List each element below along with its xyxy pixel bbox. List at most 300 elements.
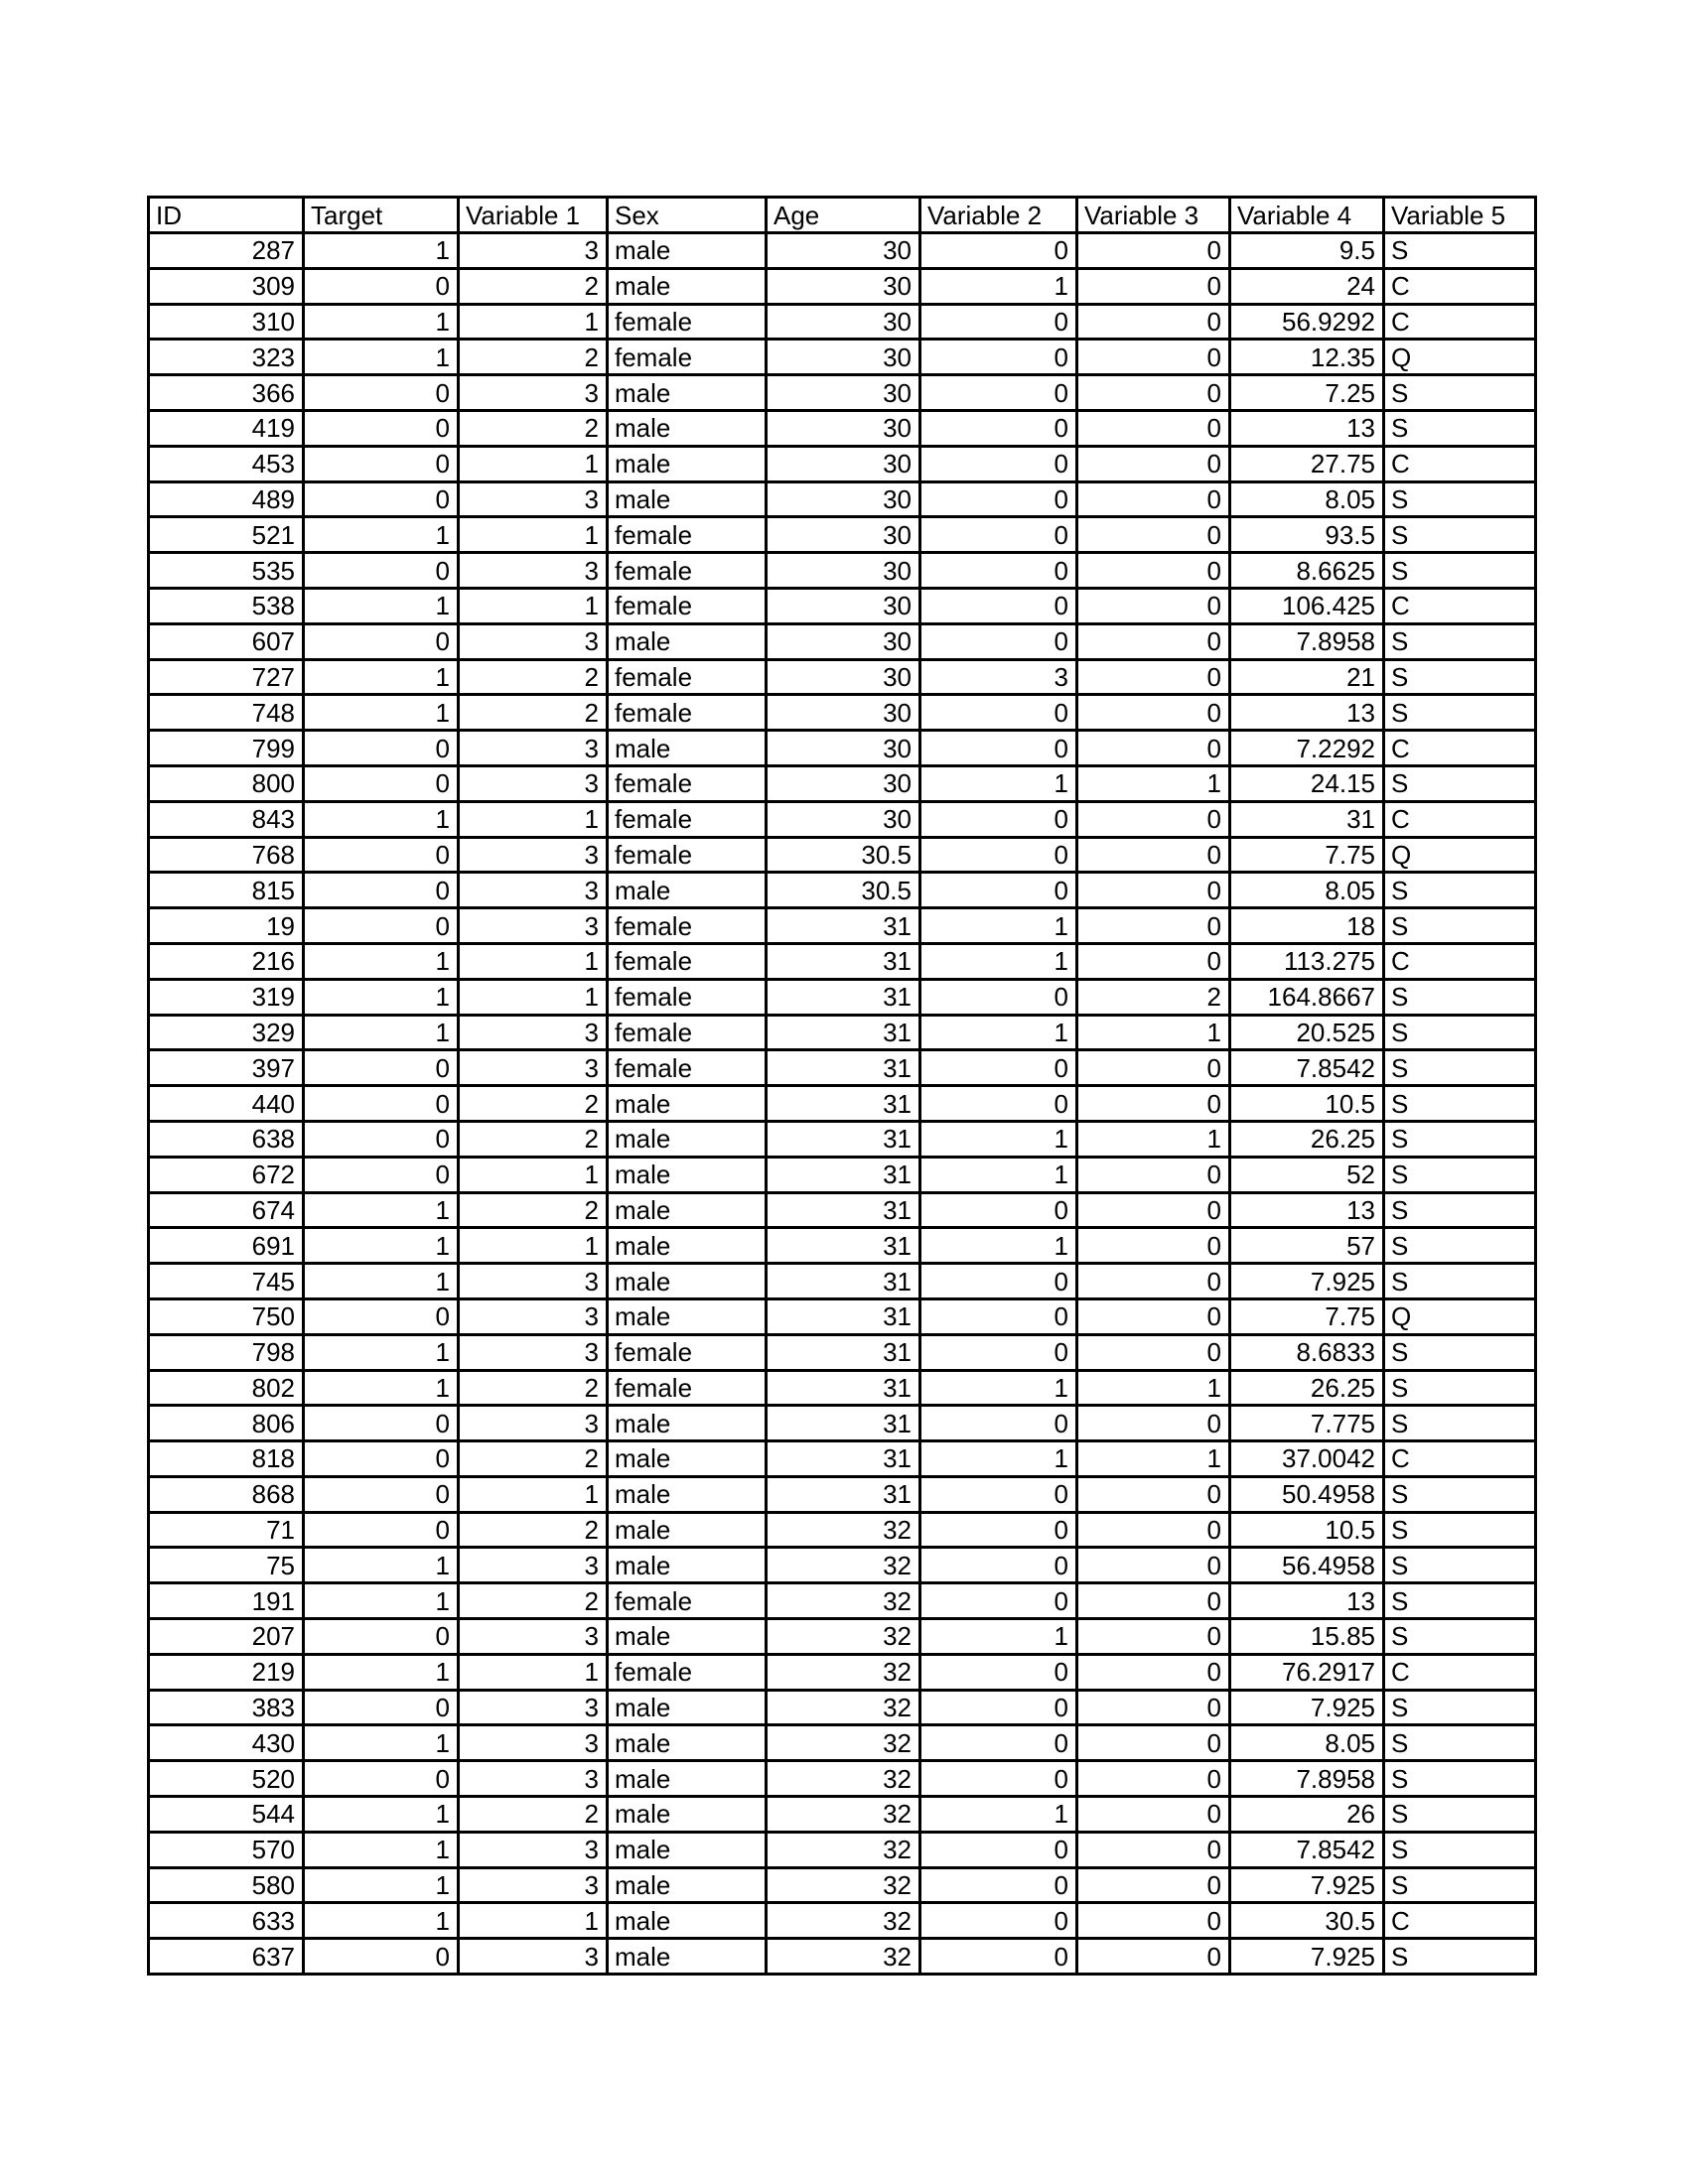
table-cell: 0 — [1077, 1050, 1230, 1086]
table-cell: C — [1384, 1654, 1536, 1690]
table-cell: 1 — [304, 304, 459, 340]
table-cell: 1 — [459, 1654, 608, 1690]
table-cell: 768 — [149, 837, 304, 873]
table-cell: 32 — [767, 1903, 920, 1939]
table-cell: 1 — [304, 1832, 459, 1867]
table-cell: S — [1384, 695, 1536, 731]
table-cell: 0 — [304, 623, 459, 659]
table-cell: 2 — [459, 1370, 608, 1406]
table-cell: 366 — [149, 375, 304, 411]
table-cell: 0 — [1077, 1264, 1230, 1299]
table-row — [149, 1548, 1536, 1583]
table-cell: 3 — [459, 1939, 608, 1975]
table-cell: 0 — [304, 765, 459, 801]
table-cell: 207 — [149, 1619, 304, 1655]
table-cell: 1 — [459, 979, 608, 1015]
table-cell: 0 — [920, 553, 1077, 589]
table-cell: 93.5 — [1230, 517, 1384, 553]
table-cell: 56.9292 — [1230, 304, 1384, 340]
table-cell: 106.425 — [1230, 588, 1384, 623]
table-cell: 798 — [149, 1334, 304, 1370]
table-cell: 12.35 — [1230, 340, 1384, 375]
table-cell: 31 — [767, 1015, 920, 1050]
table-cell: 50.4958 — [1230, 1476, 1384, 1512]
table-cell: male — [608, 1690, 767, 1725]
table-cell: 520 — [149, 1761, 304, 1797]
table-cell: 76.2917 — [1230, 1654, 1384, 1690]
table-cell: 0 — [920, 1264, 1077, 1299]
table-cell: 2 — [459, 1797, 608, 1833]
table-cell: male — [608, 1228, 767, 1264]
table-cell: 30 — [767, 517, 920, 553]
column-header-variable-1: Variable 1 — [459, 198, 608, 233]
table-cell: 31 — [767, 1228, 920, 1264]
table-cell: 32 — [767, 1725, 920, 1761]
table-cell: S — [1384, 1334, 1536, 1370]
table-cell: female — [608, 979, 767, 1015]
table-row — [149, 1797, 1536, 1833]
table-cell: 0 — [1077, 1086, 1230, 1122]
table-cell: 3 — [459, 1725, 608, 1761]
table-cell: male — [608, 623, 767, 659]
table-cell: 7.75 — [1230, 1298, 1384, 1334]
table-cell: 3 — [459, 623, 608, 659]
table-cell: 319 — [149, 979, 304, 1015]
table-cell: 0 — [1077, 481, 1230, 517]
table-cell: 806 — [149, 1406, 304, 1441]
table-cell: S — [1384, 1832, 1536, 1867]
table-row — [149, 731, 1536, 766]
table-cell: 31 — [767, 908, 920, 944]
column-header-sex: Sex — [608, 198, 767, 233]
table-cell: S — [1384, 481, 1536, 517]
table-cell: 0 — [304, 1619, 459, 1655]
table-cell: 0 — [304, 1298, 459, 1334]
table-cell: Q — [1384, 837, 1536, 873]
table-cell: 2 — [459, 1441, 608, 1477]
table-cell: 3 — [459, 908, 608, 944]
table-cell: 31 — [767, 943, 920, 979]
table-cell: 3 — [459, 1867, 608, 1903]
table-cell: 674 — [149, 1192, 304, 1228]
table-cell: 24.15 — [1230, 765, 1384, 801]
table-cell: 0 — [920, 1298, 1077, 1334]
table-cell: 10.5 — [1230, 1512, 1384, 1548]
table-cell: 32 — [767, 1583, 920, 1619]
table-cell: S — [1384, 1797, 1536, 1833]
table-cell: 13 — [1230, 1192, 1384, 1228]
table-cell: 2 — [1077, 979, 1230, 1015]
table-cell: 0 — [920, 873, 1077, 908]
table-cell: 3 — [459, 1690, 608, 1725]
table-cell: 71 — [149, 1512, 304, 1548]
table-cell: S — [1384, 410, 1536, 446]
table-cell: 1 — [920, 1619, 1077, 1655]
table-cell: 1 — [304, 517, 459, 553]
table-cell: male — [608, 1619, 767, 1655]
table-cell: 1 — [920, 1441, 1077, 1477]
table-cell: female — [608, 588, 767, 623]
table-cell: S — [1384, 765, 1536, 801]
table-cell: S — [1384, 1157, 1536, 1192]
table-row — [149, 1939, 1536, 1975]
table-cell: 30 — [767, 659, 920, 695]
table-cell: 0 — [304, 1690, 459, 1725]
table-row — [149, 1121, 1536, 1157]
table-cell: S — [1384, 979, 1536, 1015]
table-cell: 31 — [767, 1476, 920, 1512]
table-cell: 3 — [459, 1761, 608, 1797]
table-cell: 750 — [149, 1298, 304, 1334]
table-cell: 8.05 — [1230, 1725, 1384, 1761]
table-row — [149, 908, 1536, 944]
table-cell: 727 — [149, 659, 304, 695]
table-cell: female — [608, 517, 767, 553]
table-cell: 1 — [1077, 1441, 1230, 1477]
table-cell: 2 — [459, 1512, 608, 1548]
table-row — [149, 517, 1536, 553]
table-cell: 3 — [459, 873, 608, 908]
table-cell: 20.525 — [1230, 1015, 1384, 1050]
table-cell: 1 — [920, 1370, 1077, 1406]
table-cell: 2 — [459, 1192, 608, 1228]
table-cell: 10.5 — [1230, 1086, 1384, 1122]
table-cell: 32 — [767, 1690, 920, 1725]
table-cell: 0 — [920, 446, 1077, 481]
table-cell: 7.925 — [1230, 1939, 1384, 1975]
table-cell: 30 — [767, 623, 920, 659]
table-cell: male — [608, 1192, 767, 1228]
table-cell: 0 — [304, 268, 459, 304]
table-cell: 0 — [920, 1939, 1077, 1975]
header-row — [149, 198, 1536, 233]
table-cell: male — [608, 1867, 767, 1903]
table-cell: 30.5 — [767, 837, 920, 873]
table-cell: 13 — [1230, 1583, 1384, 1619]
table-cell: male — [608, 1157, 767, 1192]
table-cell: 31 — [767, 1441, 920, 1477]
table-row — [149, 1832, 1536, 1867]
table-cell: 0 — [1077, 731, 1230, 766]
table-cell: 0 — [1077, 1832, 1230, 1867]
table-cell: male — [608, 1548, 767, 1583]
table-row — [149, 1334, 1536, 1370]
table-cell: male — [608, 481, 767, 517]
table-cell: 7.925 — [1230, 1867, 1384, 1903]
table-cell: S — [1384, 375, 1536, 411]
table-cell: 1 — [304, 1867, 459, 1903]
table-cell: 440 — [149, 1086, 304, 1122]
table-cell: 191 — [149, 1583, 304, 1619]
table-cell: 2 — [459, 1583, 608, 1619]
table-cell: S — [1384, 1406, 1536, 1441]
table-cell: S — [1384, 1725, 1536, 1761]
table-cell: 52 — [1230, 1157, 1384, 1192]
table-cell: 30 — [767, 765, 920, 801]
table-cell: C — [1384, 268, 1536, 304]
table-cell: 0 — [920, 1476, 1077, 1512]
table-cell: 32 — [767, 1797, 920, 1833]
table-row — [149, 1015, 1536, 1050]
table-cell: 0 — [1077, 588, 1230, 623]
table-row — [149, 623, 1536, 659]
table-cell: 0 — [304, 481, 459, 517]
table-cell: 1 — [459, 1903, 608, 1939]
table-cell: C — [1384, 731, 1536, 766]
table-cell: 0 — [920, 1512, 1077, 1548]
table-cell: 0 — [1077, 1903, 1230, 1939]
table-cell: 0 — [920, 1548, 1077, 1583]
table-row — [149, 1406, 1536, 1441]
table-row — [149, 410, 1536, 446]
table-cell: 26 — [1230, 1797, 1384, 1833]
table-cell: 1 — [304, 1797, 459, 1833]
table-cell: 7.925 — [1230, 1690, 1384, 1725]
table-cell: 1 — [459, 1228, 608, 1264]
table-row — [149, 233, 1536, 269]
table-cell: 0 — [920, 410, 1077, 446]
table-cell: 31 — [767, 1264, 920, 1299]
table-cell: 1 — [304, 1228, 459, 1264]
table-cell: 30 — [767, 801, 920, 837]
table-cell: 32 — [767, 1548, 920, 1583]
table-cell: female — [608, 659, 767, 695]
table-row — [149, 943, 1536, 979]
table-cell: female — [608, 1654, 767, 1690]
table-cell: 0 — [304, 1050, 459, 1086]
column-header-age: Age — [767, 198, 920, 233]
table-cell: 0 — [304, 1121, 459, 1157]
table-cell: 0 — [304, 1086, 459, 1122]
table-cell: 0 — [1077, 1228, 1230, 1264]
table-cell: 1 — [1077, 1370, 1230, 1406]
table-cell: C — [1384, 1903, 1536, 1939]
table-cell: 397 — [149, 1050, 304, 1086]
table-cell: S — [1384, 1264, 1536, 1299]
table-cell: 31 — [767, 1370, 920, 1406]
table-cell: Q — [1384, 1298, 1536, 1334]
table-cell: 164.8667 — [1230, 979, 1384, 1015]
table-row — [149, 1725, 1536, 1761]
table-cell: 8.05 — [1230, 873, 1384, 908]
table-cell: 30 — [767, 375, 920, 411]
table-cell: 0 — [1077, 1690, 1230, 1725]
table-cell: 0 — [304, 375, 459, 411]
table-cell: 1 — [920, 1015, 1077, 1050]
table-cell: S — [1384, 1228, 1536, 1264]
table-cell: 0 — [1077, 268, 1230, 304]
table-cell: 1 — [459, 943, 608, 979]
table-cell: 19 — [149, 908, 304, 944]
table-cell: 0 — [304, 1512, 459, 1548]
table-cell: male — [608, 375, 767, 411]
table-cell: male — [608, 1797, 767, 1833]
table-cell: 0 — [920, 517, 1077, 553]
table-cell: 7.8958 — [1230, 1761, 1384, 1797]
table-cell: 1 — [304, 1370, 459, 1406]
table-cell: 0 — [1077, 908, 1230, 944]
table-cell: 31 — [767, 1086, 920, 1122]
table-cell: C — [1384, 446, 1536, 481]
table-cell: 0 — [1077, 1334, 1230, 1370]
table-cell: 1 — [920, 1121, 1077, 1157]
table-cell: 30 — [767, 553, 920, 589]
table-cell: 748 — [149, 695, 304, 731]
table-row — [149, 1583, 1536, 1619]
table-row — [149, 1370, 1536, 1406]
table-cell: 383 — [149, 1690, 304, 1725]
table-cell: 570 — [149, 1832, 304, 1867]
table-cell: 219 — [149, 1654, 304, 1690]
table-row — [149, 765, 1536, 801]
table-cell: 544 — [149, 1797, 304, 1833]
table-cell: male — [608, 1725, 767, 1761]
table-row — [149, 1690, 1536, 1725]
table-cell: 800 — [149, 765, 304, 801]
table-cell: 7.25 — [1230, 375, 1384, 411]
table-cell: 0 — [1077, 340, 1230, 375]
table-cell: 7.775 — [1230, 1406, 1384, 1441]
table-cell: 638 — [149, 1121, 304, 1157]
table-cell: 7.8958 — [1230, 623, 1384, 659]
table-cell: 3 — [459, 1548, 608, 1583]
table-cell: 0 — [920, 375, 1077, 411]
table-cell: 3 — [459, 375, 608, 411]
table-cell: 30.5 — [1230, 1903, 1384, 1939]
table-cell: 0 — [304, 837, 459, 873]
table-cell: 430 — [149, 1725, 304, 1761]
table-cell: 216 — [149, 943, 304, 979]
table-cell: female — [608, 304, 767, 340]
table-cell: female — [608, 553, 767, 589]
table-row — [149, 1654, 1536, 1690]
table-cell: 1 — [459, 304, 608, 340]
table-cell: 32 — [767, 1654, 920, 1690]
table-cell: 0 — [1077, 1654, 1230, 1690]
table-row — [149, 873, 1536, 908]
table-cell: 0 — [1077, 446, 1230, 481]
table-cell: C — [1384, 1441, 1536, 1477]
table-cell: 1 — [304, 233, 459, 269]
table-cell: 18 — [1230, 908, 1384, 944]
table-cell: 32 — [767, 1939, 920, 1975]
table-cell: male — [608, 873, 767, 908]
table-cell: 633 — [149, 1903, 304, 1939]
table-cell: 8.6625 — [1230, 553, 1384, 589]
table-cell: 7.75 — [1230, 837, 1384, 873]
table-cell: 3 — [459, 1334, 608, 1370]
table-cell: 1 — [920, 1228, 1077, 1264]
table-cell: 818 — [149, 1441, 304, 1477]
table-row — [149, 1157, 1536, 1192]
table-cell: 0 — [1077, 1512, 1230, 1548]
table-cell: 1 — [304, 695, 459, 731]
table-cell: S — [1384, 1050, 1536, 1086]
table-cell: S — [1384, 623, 1536, 659]
table-cell: 7.925 — [1230, 1264, 1384, 1299]
table-cell: Q — [1384, 340, 1536, 375]
table-cell: C — [1384, 943, 1536, 979]
table-cell: 1 — [1077, 1121, 1230, 1157]
table-row — [149, 979, 1536, 1015]
table-cell: 31 — [767, 1157, 920, 1192]
table-cell: 1 — [459, 1157, 608, 1192]
table-cell: 0 — [304, 1406, 459, 1441]
table-cell: male — [608, 1903, 767, 1939]
table-cell: 7.8542 — [1230, 1050, 1384, 1086]
table-cell: 0 — [920, 1192, 1077, 1228]
table-row — [149, 1086, 1536, 1122]
table-cell: 1 — [459, 801, 608, 837]
table-cell: 1 — [304, 1725, 459, 1761]
table-cell: 0 — [920, 1903, 1077, 1939]
table-cell: female — [608, 837, 767, 873]
table-cell: 309 — [149, 268, 304, 304]
table-cell: 30 — [767, 233, 920, 269]
table-row — [149, 1903, 1536, 1939]
table-row — [149, 1619, 1536, 1655]
table-cell: 113.275 — [1230, 943, 1384, 979]
table-cell: 1 — [304, 1654, 459, 1690]
table-cell: female — [608, 801, 767, 837]
table-cell: 75 — [149, 1548, 304, 1583]
table-row — [149, 446, 1536, 481]
table-cell: 802 — [149, 1370, 304, 1406]
table-cell: 3 — [459, 1406, 608, 1441]
table-cell: 2 — [459, 695, 608, 731]
table-cell: 31 — [767, 1050, 920, 1086]
table-cell: 32 — [767, 1512, 920, 1548]
table-cell: 0 — [304, 873, 459, 908]
table-cell: 0 — [1077, 1476, 1230, 1512]
table-cell: 32 — [767, 1832, 920, 1867]
table-row — [149, 837, 1536, 873]
table-cell: 8.05 — [1230, 481, 1384, 517]
table-cell: S — [1384, 517, 1536, 553]
table-cell: S — [1384, 1476, 1536, 1512]
table-cell: 30 — [767, 304, 920, 340]
column-header-target: Target — [304, 198, 459, 233]
table-cell: 691 — [149, 1228, 304, 1264]
table-cell: 0 — [304, 1761, 459, 1797]
table-cell: 419 — [149, 410, 304, 446]
table-cell: S — [1384, 1583, 1536, 1619]
table-cell: 0 — [1077, 1548, 1230, 1583]
table-row — [149, 695, 1536, 731]
table-cell: 0 — [1077, 1939, 1230, 1975]
table-row — [149, 1761, 1536, 1797]
table-cell: 3 — [459, 1832, 608, 1867]
table-cell: S — [1384, 233, 1536, 269]
column-header-variable-5: Variable 5 — [1384, 198, 1536, 233]
table-row — [149, 481, 1536, 517]
table-cell: male — [608, 1086, 767, 1122]
table-cell: S — [1384, 1086, 1536, 1122]
table-cell: 1 — [920, 1797, 1077, 1833]
table-cell: 1 — [1077, 765, 1230, 801]
table-cell: 3 — [459, 233, 608, 269]
table-cell: 0 — [920, 623, 1077, 659]
table-cell: 0 — [920, 1583, 1077, 1619]
table-cell: 3 — [459, 1619, 608, 1655]
table-cell: female — [608, 1015, 767, 1050]
table-cell: 8.6833 — [1230, 1334, 1384, 1370]
table-cell: 0 — [920, 695, 1077, 731]
table-row — [149, 304, 1536, 340]
table-cell: female — [608, 908, 767, 944]
table-cell: 13 — [1230, 695, 1384, 731]
table-cell: 1 — [920, 943, 1077, 979]
